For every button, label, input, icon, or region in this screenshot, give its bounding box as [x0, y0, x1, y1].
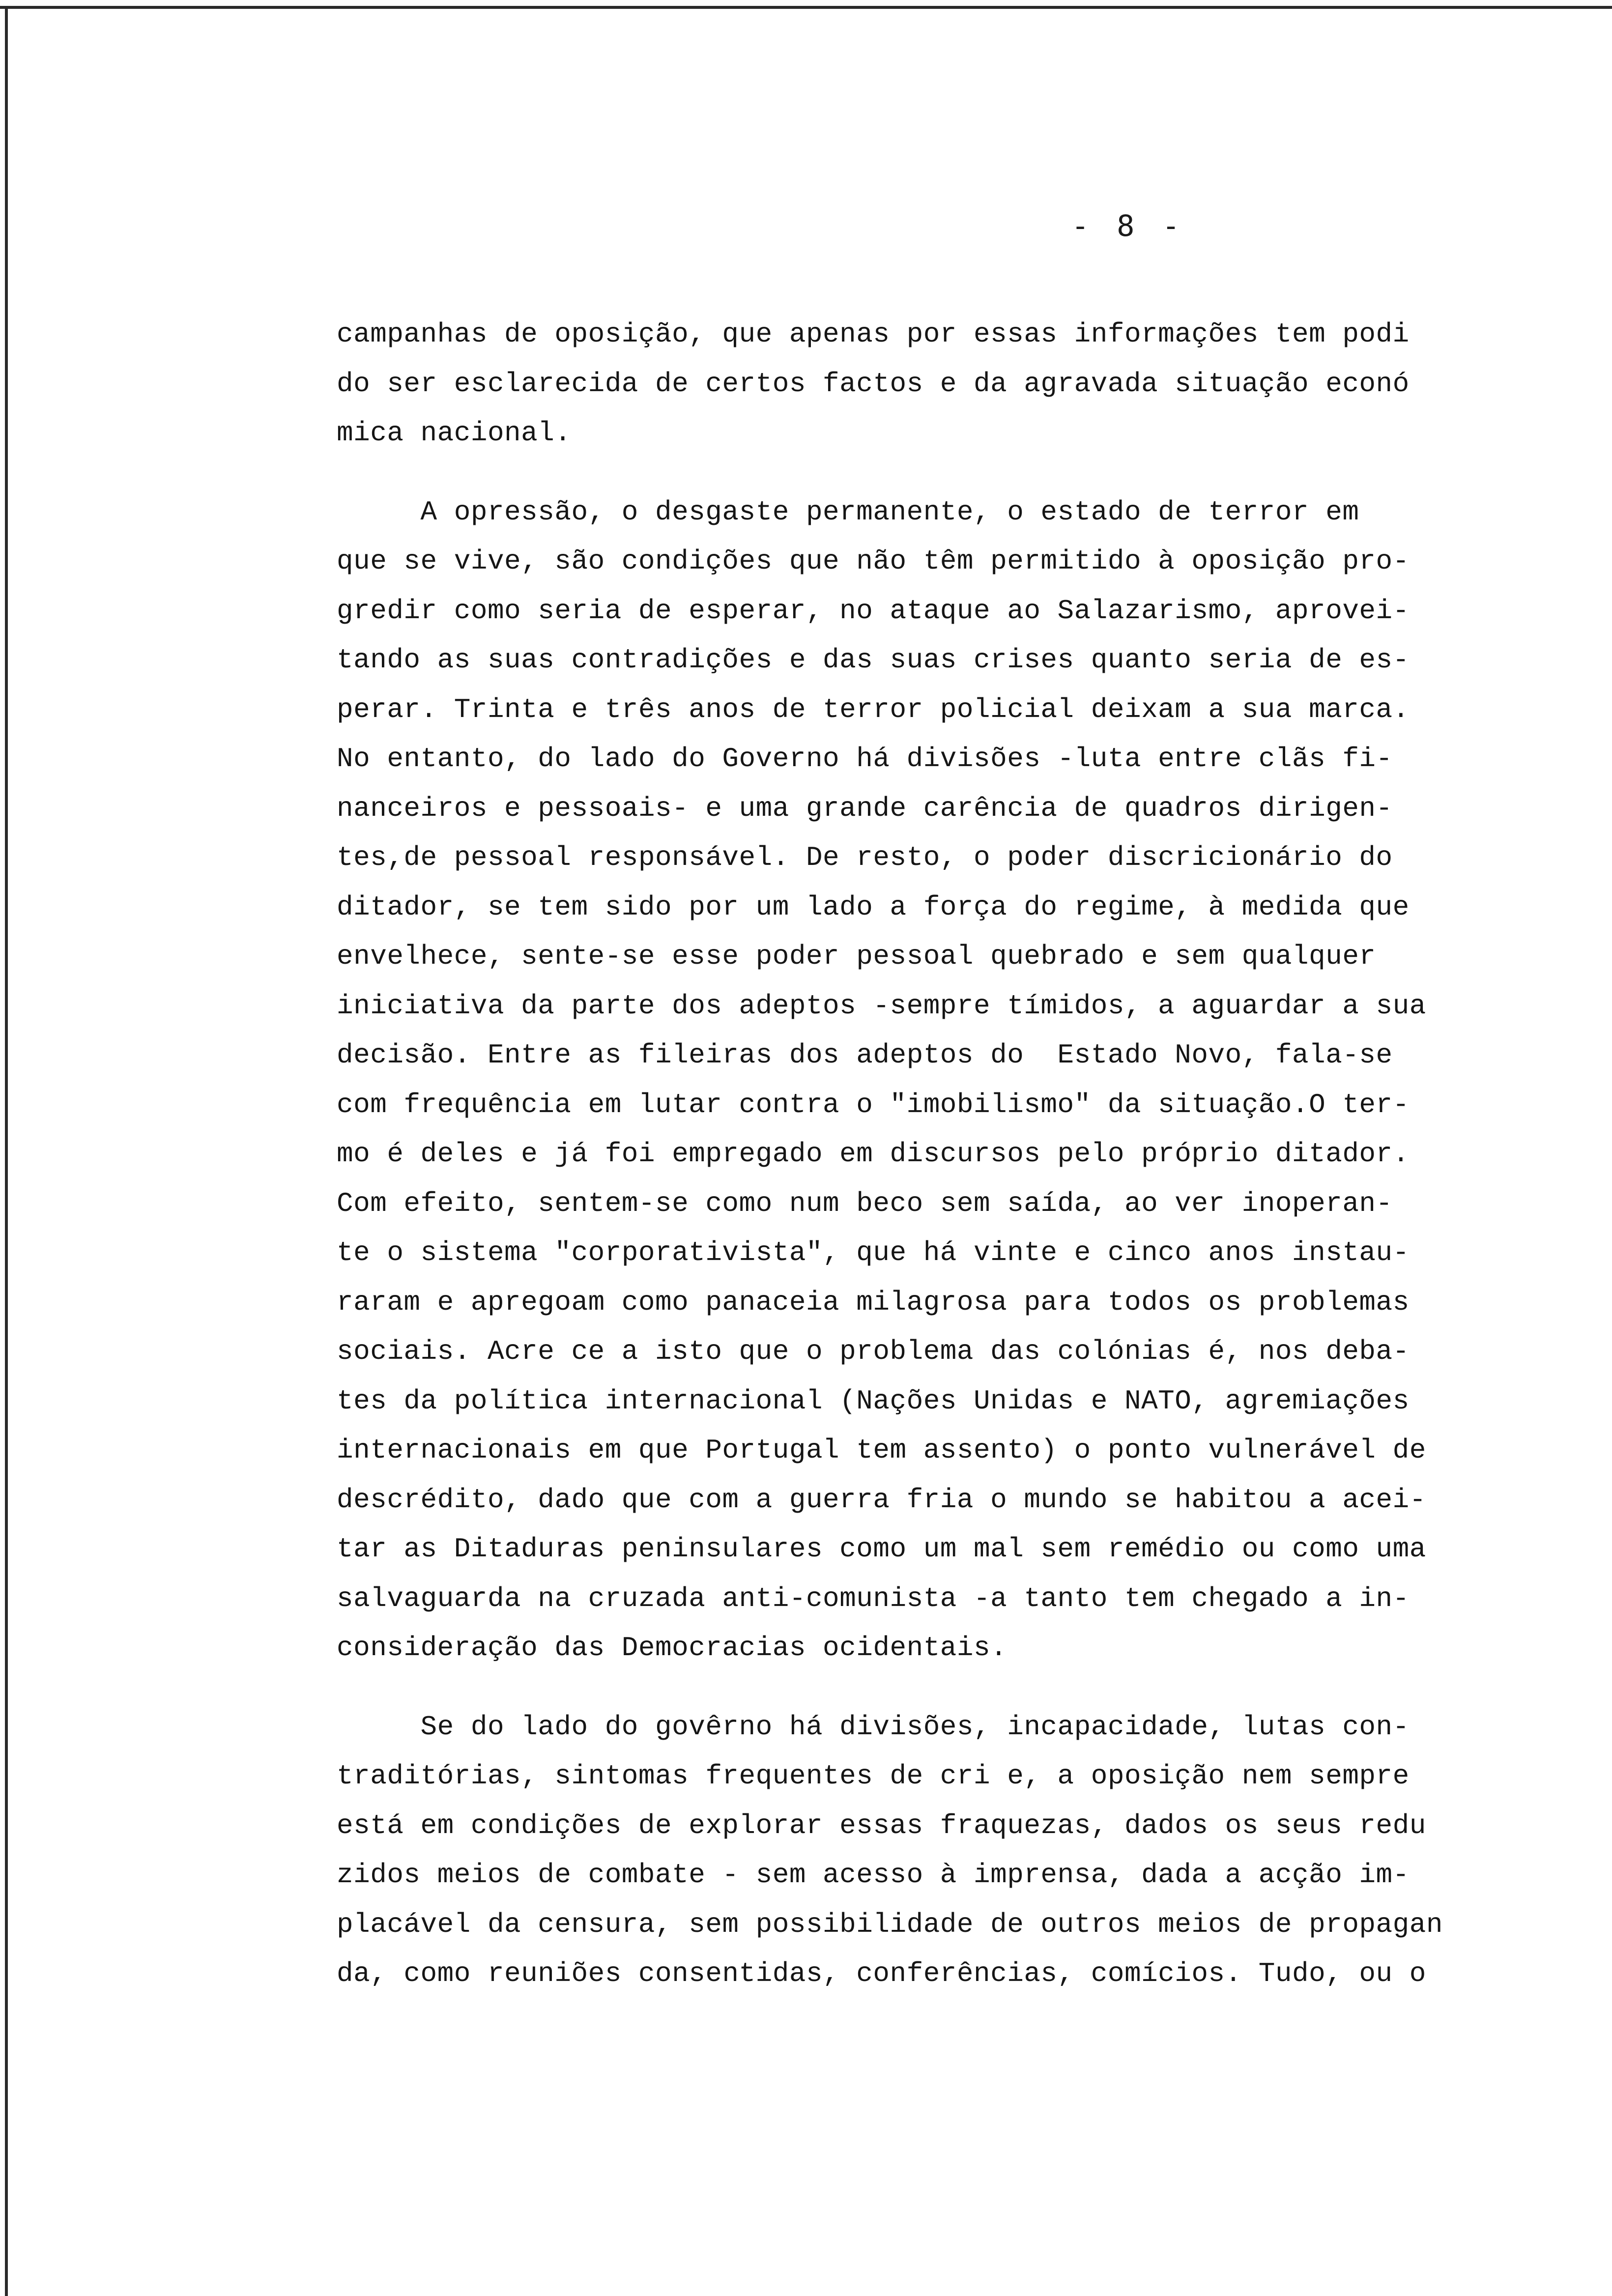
text-line: gredir como seria de esperar, no ataque ao Salazarismo, aprovei- — [337, 595, 1410, 627]
paragraph-gap — [337, 458, 1497, 488]
text-line: traditórias, sintomas frequentes de cri e, a oposição nem sempre — [337, 1760, 1410, 1792]
text-line: com frequência em lutar contra o "imobilismo" da situação.O ter- — [337, 1089, 1410, 1120]
text-line: que se vive, são condições que não têm permitido à oposição pro- — [337, 545, 1410, 577]
text-line: tando as suas contradições e das suas crises quanto seria de es- — [337, 644, 1410, 676]
text-line: Com efeito, sentem-se como num beco sem saída, ao ver inoperan- — [337, 1187, 1393, 1219]
text-line: ditador, se tem sido por um lado a força do regime, à medida que — [337, 891, 1410, 923]
text-line: salvaguarda na cruzada anti-comunista -a tanto tem chegado a in- — [337, 1582, 1410, 1614]
text-line: tar as Ditaduras peninsulares como um mal sem remédio ou como uma — [337, 1533, 1426, 1565]
text-line: do ser esclarecida de certos factos e da agravada situação econó — [337, 368, 1410, 400]
text-line: sociais. Acre ce a isto que o problema das colónias é, nos deba- — [337, 1336, 1410, 1367]
text-line: iniciativa da parte dos adeptos -sempre tímidos, a aguardar a sua — [337, 990, 1426, 1022]
text-line: internacionais em que Portugal tem assento) o ponto vulnerável de — [337, 1435, 1426, 1466]
text-line: campanhas de oposição, que apenas por essas informações tem podi — [337, 318, 1410, 350]
text-line: No entanto, do lado do Governo há divisões -luta entre clãs fi- — [337, 743, 1393, 775]
text-line: tes da política internacional (Nações Unidas e NATO, agremiações — [337, 1385, 1410, 1417]
text-line: placável da censura, sem possibilidade de outros meios de propagan — [337, 1908, 1443, 1940]
text-line: Se do lado do govêrno há divisões, incapacidade, lutas con- — [337, 1711, 1410, 1743]
text-line: está em condições de explorar essas fraquezas, dados os seus redu — [337, 1809, 1426, 1841]
text-line: tes,de pessoal responsável. De resto, o poder discricionário do — [337, 842, 1393, 873]
text-line: mo é deles e já foi empregado em discursos pelo próprio ditador. — [337, 1138, 1410, 1170]
text-line: da, como reuniões consentidas, conferências, comícios. Tudo, ou o — [337, 1958, 1426, 1989]
scan-left-edge — [5, 6, 8, 2296]
scan-top-edge — [0, 6, 1612, 9]
body-text — [337, 310, 1497, 1999]
text-line: envelhece, sente-se esse poder pessoal quebrado e sem qualquer — [337, 941, 1376, 972]
text-line: raram e apregoam como panaceia milagrosa para todos os problemas — [337, 1286, 1410, 1318]
text-line: decisão. Entre as fileiras dos adeptos do Estado Novo, fala-se — [337, 1039, 1393, 1071]
text-line: descrédito, dado que com a guerra fria o mundo se habitou a acei- — [337, 1484, 1426, 1516]
text-line: mica nacional. — [337, 417, 572, 449]
text-line: A opressão, o desgaste permanente, o estado de terror em — [337, 496, 1359, 528]
text-line: consideração das Democracias ocidentais. — [337, 1632, 1008, 1664]
text-line: zidos meios de combate - sem acesso à imprensa, dada a acção im- — [337, 1859, 1410, 1891]
page-number: - 8 - — [1071, 209, 1185, 243]
text-line: nanceiros e pessoais- e uma grande carência de quadros dirigen- — [337, 792, 1393, 824]
text-line: te o sistema "corporativista", que há vinte e cinco anos instau- — [337, 1237, 1410, 1268]
paragraph-gap — [337, 1673, 1497, 1702]
text-line: perar. Trinta e três anos de terror policial deixam a sua marca. — [337, 693, 1410, 725]
